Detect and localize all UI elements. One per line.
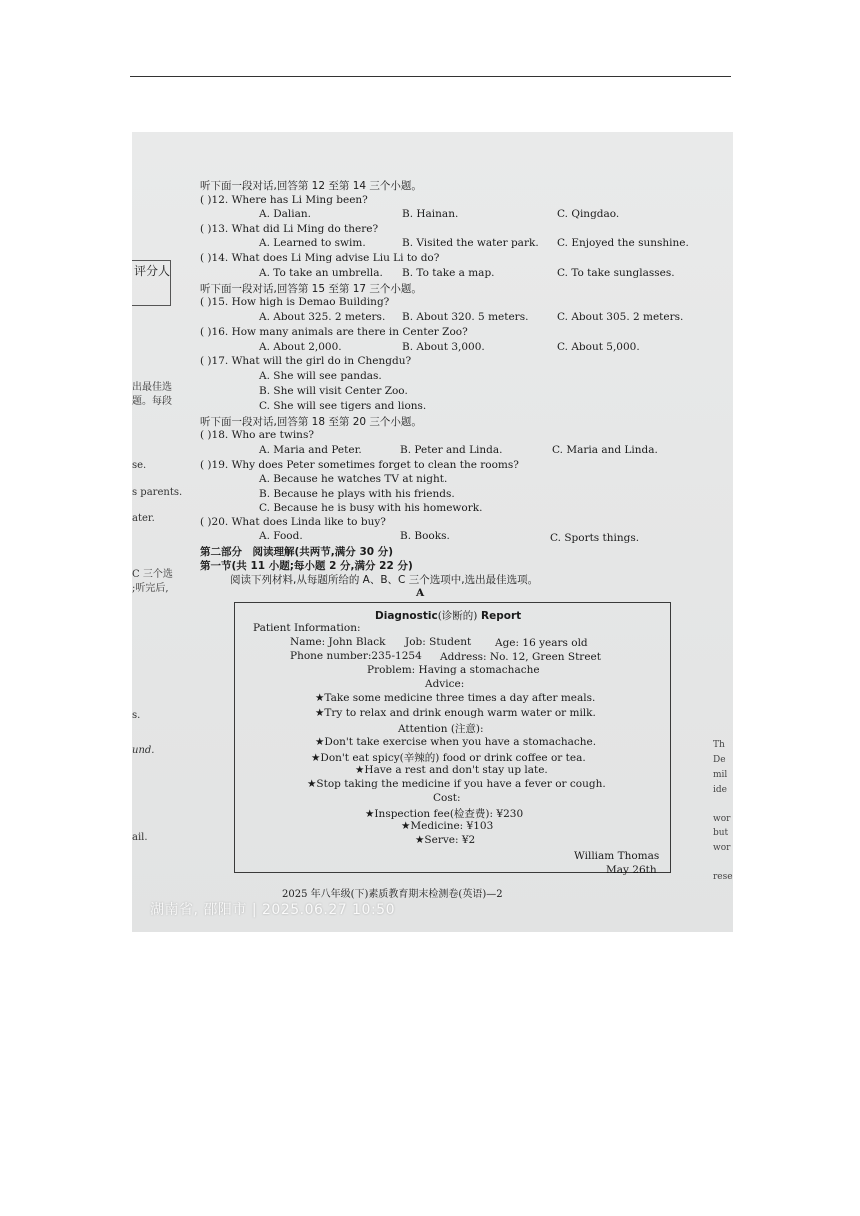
left-margin-line: ail. <box>132 832 148 843</box>
right-margin-line: De <box>713 755 726 765</box>
option-b: B. To take a map. <box>402 267 495 279</box>
advice-label: Advice: <box>425 678 465 690</box>
report-title: Diagnostic(诊断的) Report <box>375 610 522 622</box>
left-margin <box>132 132 192 932</box>
attention-item: ★Don't take exercise when you have a stomachache. <box>315 736 597 748</box>
passage-letter: A <box>416 587 425 599</box>
cost-item: ★Serve: ¥2 <box>415 834 476 846</box>
cost-item: ★Inspection fee(检查费): ¥230 <box>365 808 524 820</box>
right-margin <box>713 132 733 932</box>
left-margin-line: ater. <box>132 513 155 524</box>
option-c: C. Because he is busy with his homework. <box>259 502 483 514</box>
diagnostic-report <box>234 602 671 876</box>
option-c: C. Enjoyed the sunshine. <box>557 237 689 249</box>
option-b: B. Peter and Linda. <box>400 444 503 456</box>
exam-photo <box>132 132 733 932</box>
right-margin-line: mil <box>713 770 728 780</box>
option-c: C. Qingdao. <box>557 208 620 220</box>
question-stem: ( )15. How high is Demao Building? <box>200 296 390 308</box>
part2-heading: 第二部分 阅读理解(共两节,满分 30 分) <box>200 546 394 558</box>
patient-info-label: Patient Information: <box>253 622 361 634</box>
cost-item: ★Medicine: ¥103 <box>401 820 494 832</box>
option-a: A. Maria and Peter. <box>259 444 362 456</box>
left-margin-line: ;听完后, <box>132 583 169 594</box>
option-a: A. Food. <box>259 530 303 542</box>
left-margin-line: se. <box>132 460 147 471</box>
option-a: A. Dalian. <box>259 208 312 220</box>
question-stem: ( )19. Why does Peter sometimes forget to clean the rooms? <box>200 459 519 471</box>
score-box <box>132 260 171 306</box>
left-margin-line: 出最佳选 <box>132 382 172 393</box>
right-margin-line: Th <box>713 740 725 750</box>
question-stem: ( )12. Where has Li Ming been? <box>200 194 368 206</box>
option-a: A. About 2,000. <box>259 341 342 353</box>
patient-job: Job: Student <box>405 636 472 648</box>
patient-phone: Phone number:235-1254 <box>290 650 422 662</box>
option-b: B. Books. <box>400 530 450 542</box>
option-a: A. About 325. 2 meters. <box>259 311 386 323</box>
question-stem: ( )13. What did Li Ming do there? <box>200 223 379 235</box>
report-date: May 26th <box>606 864 657 876</box>
option-c: C. Sports things. <box>550 532 640 544</box>
question-stem: ( )17. What will the girl do in Chengdu? <box>200 355 412 367</box>
option-c: C. About 305. 2 meters. <box>557 311 684 323</box>
top-rule <box>130 76 731 77</box>
option-c: C. About 5,000. <box>557 341 640 353</box>
patient-problem: Problem: Having a stomachache <box>367 664 540 676</box>
question-stem: ( )16. How many animals are there in Center Zoo? <box>200 326 468 338</box>
option-b: B. About 320. 5 meters. <box>402 311 529 323</box>
option-b: B. Visited the water park. <box>402 237 539 249</box>
right-margin-line: but <box>713 828 729 838</box>
score-box-label: 评分人 <box>134 264 171 278</box>
option-b: B. Hainan. <box>402 208 459 220</box>
left-margin-line: s parents. <box>132 487 183 498</box>
section-instruction-12-14: 听下面一段对话,回答第 12 至第 14 三个小题。 <box>200 180 422 192</box>
question-stem: ( )18. Who are twins? <box>200 429 314 441</box>
option-c: C. To take sunglasses. <box>557 267 675 279</box>
page-footer: 2025 年八年级(下)素质教育期末检测卷(英语)—2 <box>282 889 503 900</box>
option-b: B. She will visit Center Zoo. <box>259 385 408 397</box>
attention-label: Attention (注意): <box>398 723 484 735</box>
report-doctor: William Thomas <box>574 850 660 862</box>
question-stem: ( )14. What does Li Ming advise Liu Li to do? <box>200 252 440 264</box>
section1-heading: 第一节(共 11 小题;每小题 2 分,满分 22 分) <box>200 560 413 572</box>
right-margin-line: wor <box>713 843 731 853</box>
section-instruction-15-17: 听下面一段对话,回答第 15 至第 17 三个小题。 <box>200 283 422 295</box>
attention-item: ★Don't eat spicy(辛辣的) food or drink coffee or tea. <box>311 752 586 764</box>
patient-name: Name: John Black <box>290 636 386 648</box>
right-margin-line: ide <box>713 785 727 795</box>
option-b: B. Because he plays with his friends. <box>259 488 455 500</box>
location-timestamp-watermark: 湖南省, 邵阳市 | 2025.06.27 10:50 <box>150 902 395 918</box>
left-margin-line: 题。每段 <box>132 396 172 407</box>
option-c: C. Maria and Linda. <box>552 444 658 456</box>
section-instruction-18-20: 听下面一段对话,回答第 18 至第 20 三个小题。 <box>200 416 422 428</box>
left-margin-line: C 三个选 <box>132 569 173 580</box>
option-c: C. She will see tigers and lions. <box>259 400 427 412</box>
patient-age: Age: 16 years old <box>495 637 588 649</box>
option-b: B. About 3,000. <box>402 341 485 353</box>
left-margin-line: und. <box>132 745 155 756</box>
cost-label: Cost: <box>433 792 461 804</box>
patient-address: Address: No. 12, Green Street <box>440 651 601 663</box>
right-margin-line: rese <box>713 872 733 882</box>
right-margin-line: wor <box>713 814 731 824</box>
option-a: A. To take an umbrella. <box>259 267 383 279</box>
option-a: A. Learned to swim. <box>259 237 366 249</box>
advice-item: ★Try to relax and drink enough warm water or milk. <box>315 707 596 719</box>
option-a: A. Because he watches TV at night. <box>259 473 448 485</box>
option-a: A. She will see pandas. <box>259 370 382 382</box>
reading-instruction: 阅读下列材料,从每题所给的 A、B、C 三个选项中,选出最佳选项。 <box>230 574 539 586</box>
left-margin-line: s. <box>132 710 141 721</box>
advice-item: ★Take some medicine three times a day after meals. <box>315 692 596 704</box>
attention-item: ★Stop taking the medicine if you have a fever or cough. <box>307 778 606 790</box>
question-stem: ( )20. What does Linda like to buy? <box>200 516 386 528</box>
attention-item: ★Have a rest and don't stay up late. <box>355 764 548 776</box>
